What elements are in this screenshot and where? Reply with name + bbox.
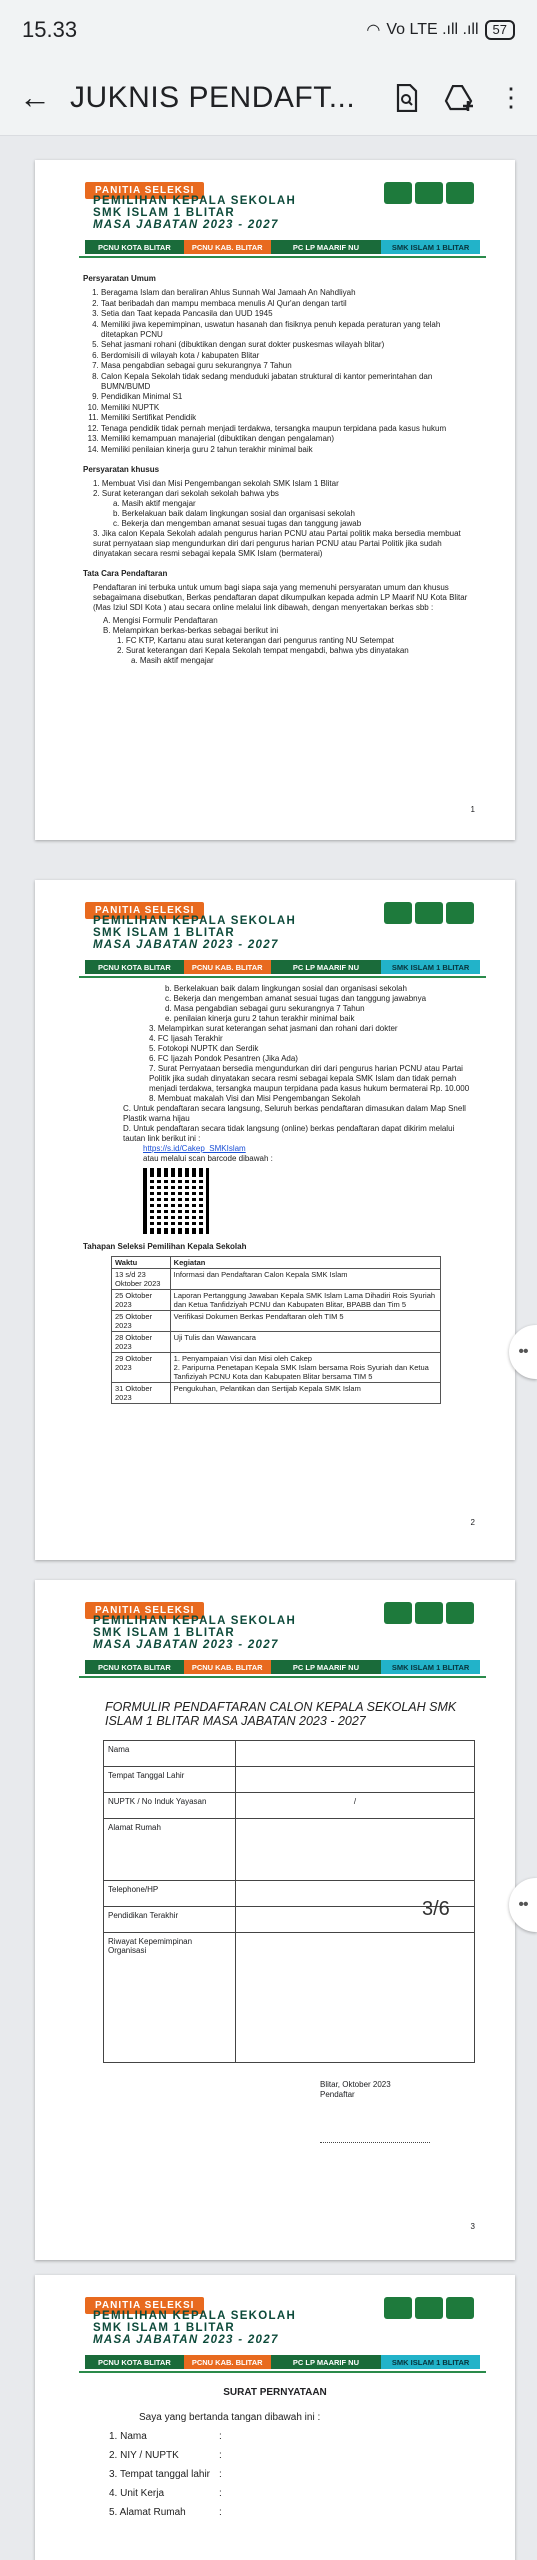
table-cell: 13 s/d 23 Oktober 2023 [112, 1269, 171, 1290]
list-item: c. Bekerja dan mengemban amanat sesuai tugas dan tanggung jawab [113, 518, 362, 528]
panitia-badge: PANITIA SELEKSI [85, 902, 204, 919]
section-title: Persyaratan khusus [83, 464, 160, 474]
page-indicator: 3/6 [422, 1898, 450, 1920]
table-row [112, 1353, 441, 1383]
section-title: Persyaratan Umum [83, 274, 156, 283]
header-line-1: PEMILIHAN KEPALA SEKOLAH [93, 2310, 297, 2322]
statement-label: 5. Alamat Rumah [109, 2507, 186, 2518]
header-line-3: MASA JABATAN 2023 - 2027 [93, 219, 279, 231]
table-row [112, 1311, 441, 1332]
header-bar [85, 1660, 480, 1674]
form-value-cell[interactable] [236, 1741, 475, 1767]
form-label: Telephone/HP [104, 1881, 236, 1907]
header-bar [85, 960, 480, 974]
signature-line [320, 2142, 430, 2143]
table-cell: 31 Oktober 2023 [112, 1383, 171, 1404]
table-cell: Pengukuhan, Pelantikan dan Sertijab Kepala SMK Islam [170, 1383, 440, 1404]
header-bar-item: PCNU KAB. BLITAR [184, 240, 271, 254]
header-titles [93, 2310, 296, 2346]
header-logos [384, 2297, 474, 2319]
form-row [104, 1767, 475, 1793]
list-item: 2. Surat keterangan dari sekolah sekolah bahwa ybs [93, 488, 279, 498]
header-line-3: MASA JABATAN 2023 - 2027 [93, 939, 279, 951]
document-page-4 [35, 2275, 515, 2560]
nu-logo-icon [384, 182, 412, 204]
form-value-cell[interactable] [236, 1793, 475, 1819]
header-line-2: SMK ISLAM 1 BLITAR [93, 207, 236, 219]
list-item: 14. Memiliki penilaian kinerja guru 2 tahun terakhir minimal baik [101, 445, 477, 455]
header-line-2: SMK ISLAM 1 BLITAR [93, 2322, 236, 2334]
page-number: 2 [470, 1518, 475, 1527]
statement-field: 1. Nama : [109, 2427, 475, 2446]
header-bar-item: PC LP MAARIF NU [271, 1660, 382, 1674]
list-item: 1. FC KTP, Kartanu atau surat keterangan dari pengurus ranting NU Setempat [117, 635, 394, 645]
list-item: c. Bekerja dan mengemban amanat sesuai tugas dan tanggung jawabnya [165, 994, 427, 1003]
header-bar-item: PC LP MAARIF NU [271, 960, 382, 974]
status-icons [366, 20, 515, 40]
list-item: 7. Surat Pernyataan bersedia mengundurkan diri dari pengurus harian PCNU atau Partai Politik jika sudah dinyatakan secara resmi sebagai kepala SMK Islam dan tidak pernah menjadi terdakwa, tersangka maupun terpidana pada kasus hukum bermaterai Rp. 10.000 [149, 1064, 470, 1093]
nu-logo-icon [384, 1602, 412, 1624]
registration-form-table [103, 1740, 475, 2063]
list-item: A. Mengisi Formulir Pendaftaran [103, 615, 218, 625]
header-titles [93, 195, 296, 231]
list-item: b. Berkelakuan baik dalam lingkungan sosial dan organisasi sekolah [165, 984, 407, 993]
header-titles [93, 915, 296, 951]
doc-search-icon[interactable] [381, 60, 433, 136]
list-item: 3. Setia dan Taat kepada Pancasila dan UUD 1945 [101, 309, 477, 319]
list-item: 8. Calon Kepala Sekolah tidak sedang menduduki jabatan struktural di kantor pemerintahan dan BUMN/BUMD [101, 372, 477, 392]
statement-label: 1. Nama [109, 2431, 147, 2442]
header-line-2: SMK ISLAM 1 BLITAR [93, 1627, 236, 1639]
status-time: 15.33 [22, 17, 78, 42]
panitia-badge: PANITIA SELEKSI [85, 182, 204, 199]
document-page-1 [35, 160, 515, 840]
table-row [112, 1383, 441, 1404]
signature-role: Pendaftar [320, 2090, 355, 2099]
signal-text: Vo LTE .ıll .ıll [386, 21, 479, 38]
page-number: 3 [470, 2222, 475, 2231]
form-label: NUPTK / No Induk Yayasan [104, 1793, 236, 1819]
table-cell: 1. Penyampaian Visi dan Misi oleh Cakep 2. Paripurna Penetapan Kepala SMK Islam bersama Rois Syuriah dan Ketua Tanfiziyah PCNU Kota dan Kabupaten Blitar bersama TIM 5 [170, 1353, 440, 1383]
form-row [104, 1793, 475, 1819]
document-title: JUKNIS PENDAFT... [70, 80, 356, 114]
statement-field: 4. Unit Kerja : [109, 2484, 475, 2503]
list-item: 6. Berdomisili di wilayah kota / kabupaten Blitar [101, 351, 477, 361]
statement-label: 3. Tempat tanggal lahir [109, 2469, 210, 2480]
list-item: 2. Surat keterangan dari Kepala Sekolah tempat mengabdi, bahwa ybs dinyatakan [117, 645, 409, 655]
header-logos [384, 1602, 474, 1624]
header-bar-item: PCNU KOTA BLITAR [85, 1660, 184, 1674]
page-2-content [35, 974, 515, 1404]
panitia-badge: PANITIA SELEKSI [85, 2297, 204, 2314]
qr-code-icon [143, 1168, 209, 1234]
list-item: e. penilaian kinerja guru 2 tahun terakhir minimal baik [165, 1014, 355, 1023]
table-cell: 29 Oktober 2023 [112, 1353, 171, 1383]
form-value-cell[interactable] [236, 1767, 475, 1793]
list-item: 5. Fotokopi NUPTK dan Serdik [149, 1044, 259, 1053]
schedule-table [111, 1256, 441, 1404]
list-item: 3. Jika calon Kepala Sekolah adalah pengurus harian PCNU atau Partai politik maka bersedia membuat surat pernyataan siap mengundurkan diri dari pengurus harian PCNU atau Partai Politik jika sudah dinyatakan secara resmi sebagai kepala SMK Islam (bermaterai) [93, 528, 461, 558]
statement-field: 5. Alamat Rumah : [109, 2503, 475, 2522]
signature-place: Blitar, Oktober 2023 [320, 2080, 391, 2089]
table-header: Kegiatan [170, 1257, 440, 1269]
list-item: a. Masih aktif mengajar [113, 498, 196, 508]
header-bar-item: PCNU KAB. BLITAR [184, 1660, 271, 1674]
panitia-badge: PANITIA SELEKSI [85, 1602, 204, 1619]
table-cell: 25 Oktober 2023 [112, 1290, 171, 1311]
header-line-3: MASA JABATAN 2023 - 2027 [93, 2334, 279, 2346]
document-header [85, 2295, 480, 2369]
statement-intro: Saya yang bertanda tangan dibawah ini : [139, 2412, 321, 2423]
list-item: 12. Tenaga pendidik tidak pernah menjadi terdakwa, tersangka maupun terpidana pada kasus hukum [101, 424, 477, 434]
list-item: 2. Taat beribadah dan mampu membaca menulis Al Qur'an dengan tartil [101, 299, 477, 309]
table-cell: 28 Oktober 2023 [112, 1332, 171, 1353]
table-row [112, 1269, 441, 1290]
header-bar-item: PCNU KAB. BLITAR [184, 960, 271, 974]
paragraph: Pendaftaran ini terbuka untuk umum bagi siapa saja yang memenuhi persyaratan umum dan khusus sebagaimana disebutkan, Berkas pendaftaran dapat dikumpulkan kepada admin LP Maarif NU Kota Blitar (Mas Iziul SDI Kota ) atau secara online melalui link dibawah, dengan menyertakan berkas sbb : [93, 582, 468, 612]
list-item: 7. Masa pengabdian sebagai guru sekurangnya 7 Tahun [101, 361, 477, 371]
header-bar-item: SMK ISLAM 1 BLITAR [381, 960, 480, 974]
maarif-logo-icon [446, 182, 474, 204]
header-line-1: PEMILIHAN KEPALA SEKOLAH [93, 195, 297, 207]
wifi-icon: ◠ [366, 22, 381, 39]
table-row [112, 1332, 441, 1353]
document-header [85, 180, 480, 254]
section-title: Tata Cara Pendaftaran [83, 568, 168, 578]
barcode-note: atau melalui scan barcode dibawah : [143, 1154, 273, 1163]
table-row [112, 1290, 441, 1311]
nu-logo-icon [384, 2297, 412, 2319]
header-bar-item: PCNU KOTA BLITAR [85, 240, 184, 254]
more-vert-icon[interactable]: ⋮ [498, 82, 524, 112]
form-title: FORMULIR PENDAFTARAN CALON KEPALA SEKOLAH SMK ISLAM 1 BLITAR MASA JABATAN 2023 - 2027 [105, 1700, 457, 1728]
list-item: 4. FC Ijasah Terakhir [149, 1034, 223, 1043]
status-bar [0, 0, 537, 60]
statement-title: SURAT PERNYATAAN [223, 2387, 327, 2398]
nu-logo-icon [415, 1602, 443, 1624]
header-bar-item: PC LP MAARIF NU [271, 240, 382, 254]
table-header-row [112, 1257, 441, 1269]
statement-label: 4. Unit Kerja [109, 2488, 165, 2499]
list-item: 3. Melampirkan surat keterangan sehat jasmani dan rohani dari dokter [149, 1024, 398, 1033]
nu-logo-icon [415, 902, 443, 924]
form-row [104, 1741, 475, 1767]
nu-logo-icon [415, 2297, 443, 2319]
statement-field: 2. NIY / NUPTK : [109, 2446, 475, 2465]
header-bar [85, 2355, 480, 2369]
scroll-handle[interactable]: •• [509, 1325, 537, 1379]
list-item: C. Untuk pendaftaran secara langsung, Seluruh berkas pendaftaran dimasukan dalam Map Snell Plastik warna hijau [123, 1104, 466, 1123]
table-cell: Uji Tulis dan Wawancara [170, 1332, 440, 1353]
header-logos [384, 182, 474, 204]
registration-link[interactable]: https://s.id/Cakep_SMKIslam [143, 1144, 246, 1153]
section-title: Tahapan Seleksi Pemilihan Kepala Sekolah [83, 1242, 247, 1251]
document-page-2 [35, 880, 515, 1560]
list-item: 13. Memiliki kemampuan manajerial (dibuktikan dengan pengalaman) [101, 434, 477, 444]
document-header [85, 1600, 480, 1674]
nu-logo-icon [415, 182, 443, 204]
header-titles [93, 1615, 296, 1651]
app-bar [0, 60, 537, 136]
list-item: 10. Memiliki NUPTK [101, 403, 477, 413]
header-bar-item: SMK ISLAM 1 BLITAR [381, 2355, 480, 2369]
table-header: Waktu [112, 1257, 171, 1269]
add-to-drive-icon[interactable] [433, 60, 485, 136]
header-line-1: PEMILIHAN KEPALA SEKOLAH [93, 915, 297, 927]
page-1-content [35, 254, 515, 666]
nuptk-separator: / [353, 1797, 357, 1806]
battery-icon: 57 [485, 20, 515, 40]
list-item: 1. Beragama Islam dan beraliran Ahlus Sunnah Wal Jamaah An Nahdliyah [101, 288, 477, 298]
arrow-left-icon[interactable]: ← [19, 79, 51, 115]
nu-logo-icon [384, 902, 412, 924]
form-label: Nama [104, 1741, 236, 1767]
header-divider [79, 2371, 486, 2373]
statement-field: 3. Tempat tanggal lahir : [109, 2465, 475, 2484]
list-item: 6. FC Ijazah Pondok Pesantren (Jika Ada) [149, 1054, 298, 1063]
header-line-1: PEMILIHAN KEPALA SEKOLAH [93, 1615, 297, 1627]
list-item: B. Melampirkan berkas-berkas sebagai berikut ini [103, 625, 279, 635]
form-label: Riwayat Kepemimpinan Organisasi [104, 1933, 236, 2063]
statement-label: 2. NIY / NUPTK [109, 2450, 179, 2461]
maarif-logo-icon [446, 1602, 474, 1624]
signature-block [320, 2080, 430, 2143]
list-item: 1. Membuat Visi dan Misi Pengembangan sekolah SMK Islam 1 Blitar [93, 478, 339, 488]
form-value-cell[interactable] [236, 1819, 475, 1881]
form-value-cell[interactable] [236, 1933, 475, 2063]
table-cell: Informasi dan Pendaftaran Calon Kepala SMK Islam [170, 1269, 440, 1290]
header-divider [79, 256, 486, 258]
header-bar-item: PC LP MAARIF NU [271, 2355, 382, 2369]
persyaratan-umum-list [83, 288, 477, 455]
list-item: b. Berkelakuan baik dalam lingkungan sosial dan organisasi sekolah [113, 508, 355, 518]
statement-body [35, 2398, 515, 2522]
document-header [85, 900, 480, 974]
list-item: 4. Memiliki jiwa kepemimpinan, uswatun hasanah dan fisiknya penuh kepada peraturan yang telah ditetapkan PCNU [101, 320, 477, 340]
list-item: 8. Membuat makalah Visi dan Misi Pengembangan Sekolah [149, 1094, 361, 1103]
header-line-3: MASA JABATAN 2023 - 2027 [93, 1639, 279, 1651]
header-bar-item: SMK ISLAM 1 BLITAR [381, 1660, 480, 1674]
list-item: D. Untuk pendaftaran secara tidak langsung (online) berkas pendaftaran dapat dikirim melalui tautan link berikut ini : [123, 1124, 455, 1143]
form-row [104, 1907, 475, 1933]
header-divider [79, 976, 486, 978]
maarif-logo-icon [446, 2297, 474, 2319]
header-bar [85, 240, 480, 254]
maarif-logo-icon [446, 902, 474, 924]
header-bar-item: PCNU KOTA BLITAR [85, 2355, 184, 2369]
table-cell: Verifikasi Dokumen Berkas Pendaftaran oleh TIM 5 [170, 1311, 440, 1332]
scroll-handle[interactable]: •• [509, 1878, 537, 1932]
list-item: 11. Memiliki Sertifikat Pendidik [101, 413, 477, 423]
list-item: d. Masa pengabdian sebagai guru sekurangnya 7 Tahun [165, 1004, 365, 1013]
page-number: 1 [470, 805, 475, 814]
form-label: Tempat Tanggal Lahir [104, 1767, 236, 1793]
table-cell: 25 Oktober 2023 [112, 1311, 171, 1332]
form-label: Pendidikan Terakhir [104, 1907, 236, 1933]
header-logos [384, 902, 474, 924]
form-row [104, 1933, 475, 2063]
form-row [104, 1819, 475, 1881]
list-item: 9. Pendidikan Minimal S1 [101, 392, 477, 402]
header-line-2: SMK ISLAM 1 BLITAR [93, 927, 236, 939]
header-bar-item: PCNU KOTA BLITAR [85, 960, 184, 974]
header-bar-item: PCNU KAB. BLITAR [184, 2355, 271, 2369]
persyaratan-khusus-list [83, 479, 477, 559]
form-row [104, 1881, 475, 1907]
header-bar-item: SMK ISLAM 1 BLITAR [381, 240, 480, 254]
table-cell: Laporan Pertanggung Jawaban Kepala SMK Islam Lama Dihadiri Rois Syuriah dan Ketua Tanfidziyah PCNU dan Kabupaten Blitar, BPABB dan Tim 5 [170, 1290, 440, 1311]
list-item: a. Masih aktif mengajar [131, 655, 214, 665]
form-label: Alamat Rumah [104, 1819, 236, 1881]
list-item: 5. Sehat jasmani rohani (dibuktikan dengan surat dokter puskesmas wilayah blitar) [101, 340, 477, 350]
header-divider [79, 1676, 486, 1678]
